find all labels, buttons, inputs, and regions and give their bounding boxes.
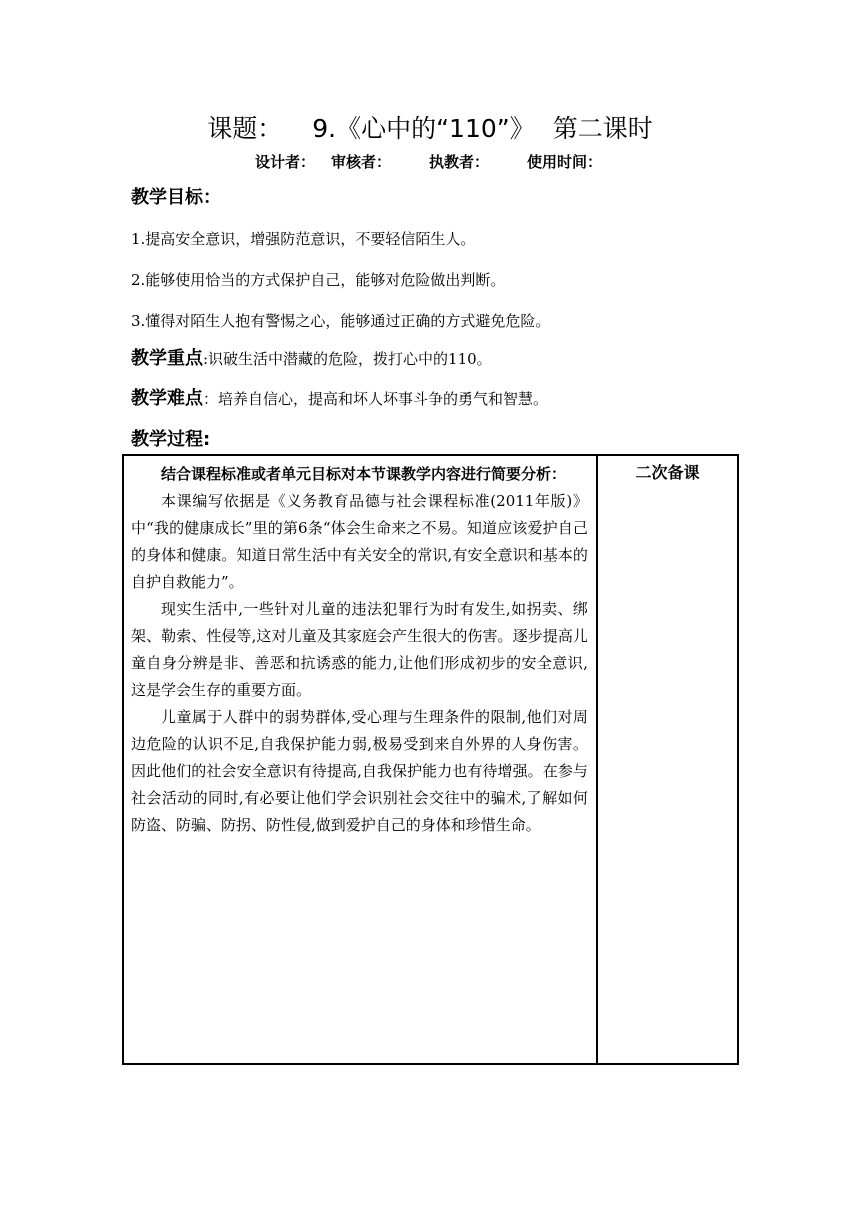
difficulty-label: 教学难点	[131, 388, 203, 409]
analysis-paragraph: 儿童属于人群中的弱势群体,受心理与生理条件的限制,他们对周边危险的认识不足,自我保护能力弱,极易受到来自外界的人身伤害。因此他们的社会安全意识有待提高,自我保护能力也有待增强。在参与社会活动的同时,有必要让他们学会识别社会交往中的骗术,了解如何防盗、防骗、防拐、防性侵,做到爱护自己的身体和珍惜生命。	[131, 708, 588, 834]
difficulty	[131, 387, 548, 411]
meta-line	[255, 152, 618, 172]
process-table	[122, 454, 739, 1065]
analysis-paragraph: 现实生活中,一些针对儿童的违法犯罪行为时有发生,如拐卖、绑架、勒索、性侵等,这对儿童及其家庭会产生很大的伤害。逐步提高儿童自身分辨是非、善恶和抗诱惑的能力,让他们形成初步的安全意识,这是学会生存的重要方面。	[131, 600, 588, 699]
second-prep-cell	[597, 455, 738, 1064]
title-main: 9.《心中的“110”》	[312, 114, 535, 143]
second-prep-title: 二次备课	[635, 463, 700, 482]
analysis-lead: 结合课程标准或者单元目标对本节课教学内容进行简要分析：	[161, 465, 567, 483]
use-time-label: 使用时间：	[527, 153, 603, 171]
lesson-title	[0, 113, 860, 145]
objective-item: 2.能够使用恰当的方式保护自己，能够对危险做出判断。	[131, 271, 506, 289]
objective-item: 1.提高安全意识，增强防范意识，不要轻信陌生人。	[131, 230, 476, 248]
difficulty-text: ：培养自信心，提高和坏人坏事斗争的勇气和智慧。	[203, 390, 549, 408]
objectives-heading: 教学目标：	[131, 187, 221, 208]
title-suffix: 第二课时	[552, 114, 653, 143]
reviewer-label: 审核者：	[331, 153, 392, 171]
process-heading: 教学过程:	[131, 429, 211, 450]
title-prefix: 课题：	[207, 114, 283, 143]
key-point-text: :识破生活中潜藏的危险，拨打心中的110。	[203, 350, 492, 368]
designer-label: 设计者：	[255, 153, 316, 171]
key-point	[131, 347, 492, 371]
analysis-paragraph: 本课编写依据是《义务教育品德与社会课程标准(2011年版)》中“我的健康成长”里的第6条“体会生命来之不易。知道应该爱护自己的身体和健康。知道日常生活中有关安全的常识,有安全意识和基本的自护自救能力”。	[131, 492, 588, 591]
analysis-cell	[123, 455, 597, 1064]
teacher-label: 执教者：	[429, 153, 490, 171]
key-point-label: 教学重点	[131, 348, 203, 369]
objective-item: 3.懂得对陌生人抱有警惕之心，能够通过正确的方式避免危险。	[131, 312, 551, 330]
